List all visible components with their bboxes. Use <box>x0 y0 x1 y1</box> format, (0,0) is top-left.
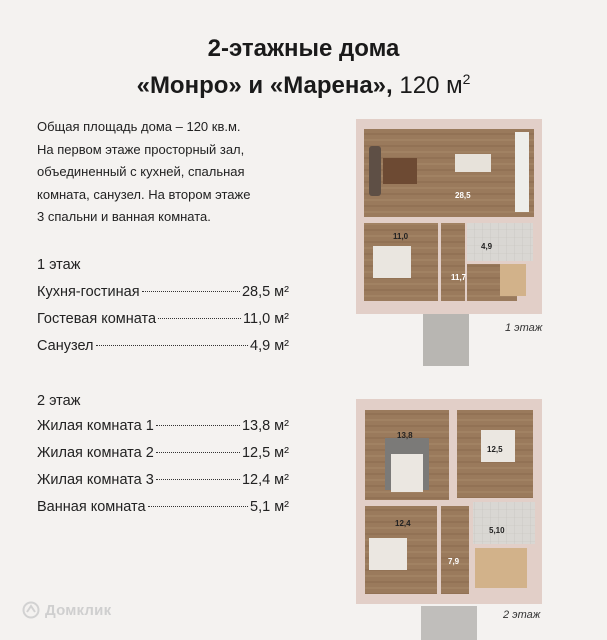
floor2-room-row <box>37 418 289 438</box>
label-bath: 4,9 <box>481 242 493 251</box>
title-line2 <box>0 64 607 101</box>
floor2-room-row <box>37 499 289 519</box>
room-name: Жилая комната 3 <box>37 472 154 488</box>
floor1-room-row <box>37 311 289 331</box>
floor1-room-row <box>37 338 289 358</box>
leader-dots <box>96 345 249 346</box>
label-hall: 11,7 <box>451 273 467 282</box>
floor2-plan-caption: 2 этаж <box>503 609 541 621</box>
title-area-sup: 2 <box>462 71 471 87</box>
leader-dots <box>148 506 248 507</box>
title-area: 120 м <box>392 72 463 99</box>
floor1-plan-caption: 1 этаж <box>505 322 543 334</box>
watermark-text: Домклик <box>45 601 112 619</box>
floor2-plan <box>355 398 545 640</box>
stairs <box>475 548 527 588</box>
room-hall <box>441 506 469 594</box>
label-room2: 12,5 <box>487 445 503 454</box>
bed <box>391 454 423 492</box>
sofa <box>369 146 381 196</box>
room-bath <box>467 223 533 261</box>
bed <box>369 538 407 570</box>
room-area: 28,5 м² <box>241 284 289 300</box>
room-area: 4,9 м² <box>250 338 289 354</box>
floor1-room-row <box>37 284 289 304</box>
leader-dots <box>156 452 240 453</box>
room-name: Жилая комната 1 <box>37 418 154 434</box>
label-room3: 12,4 <box>395 519 411 528</box>
watermark <box>22 601 111 619</box>
room-name: Гостевая комната <box>37 311 157 327</box>
label-hall: 7,9 <box>448 557 460 566</box>
room-bath <box>473 502 535 544</box>
description-line: Общая площадь дома – 120 кв.м. <box>37 119 241 134</box>
rug <box>383 158 417 184</box>
room-area: 12,5 м² <box>241 445 289 461</box>
bed <box>373 246 411 278</box>
room-name: Жилая комната 2 <box>37 445 154 461</box>
dining-table <box>455 154 491 172</box>
leader-dots <box>156 425 240 426</box>
title-line1: 2-этажные дома <box>207 35 400 62</box>
room-area: 5,1 м² <box>250 499 289 515</box>
domclick-logo-icon <box>22 601 40 619</box>
title-house-names: «Монро» и «Марена», <box>136 72 393 99</box>
porch <box>423 314 469 366</box>
description-line: комната, санузел. На втором этаже <box>37 186 251 202</box>
room-hall <box>441 223 465 301</box>
label-bath: 5,10 <box>489 526 505 535</box>
leader-dots <box>156 479 240 480</box>
label-living: 28,5 <box>455 191 471 200</box>
kitchen-counter <box>515 132 529 212</box>
leader-dots <box>158 318 241 319</box>
porch <box>421 606 477 640</box>
room-name: Санузел <box>37 338 94 354</box>
room-area: 13,8 м² <box>241 418 289 434</box>
floor1-heading: 1 этаж <box>37 257 81 273</box>
room-name: Кухня-гостиная <box>37 284 140 300</box>
page-title <box>0 34 607 101</box>
label-guest: 11,0 <box>393 232 409 241</box>
room-area: 11,0 м² <box>243 311 289 327</box>
stairs <box>500 264 526 296</box>
room-area: 12,4 м² <box>241 472 289 488</box>
leader-dots <box>142 291 240 292</box>
room-name: Ванная комната <box>37 499 146 515</box>
description-line: 3 спальни и ванная комната. <box>37 209 211 224</box>
description-line: На первом этаже просторный зал, <box>37 141 245 157</box>
description <box>37 116 297 229</box>
label-room1: 13,8 <box>397 431 413 440</box>
floor2-heading: 2 этаж <box>37 393 81 409</box>
floor1-plan <box>355 118 545 373</box>
floor2-room-row <box>37 472 289 492</box>
description-line: объединенный с кухней, спальная <box>37 164 245 179</box>
floor2-room-row <box>37 445 289 465</box>
